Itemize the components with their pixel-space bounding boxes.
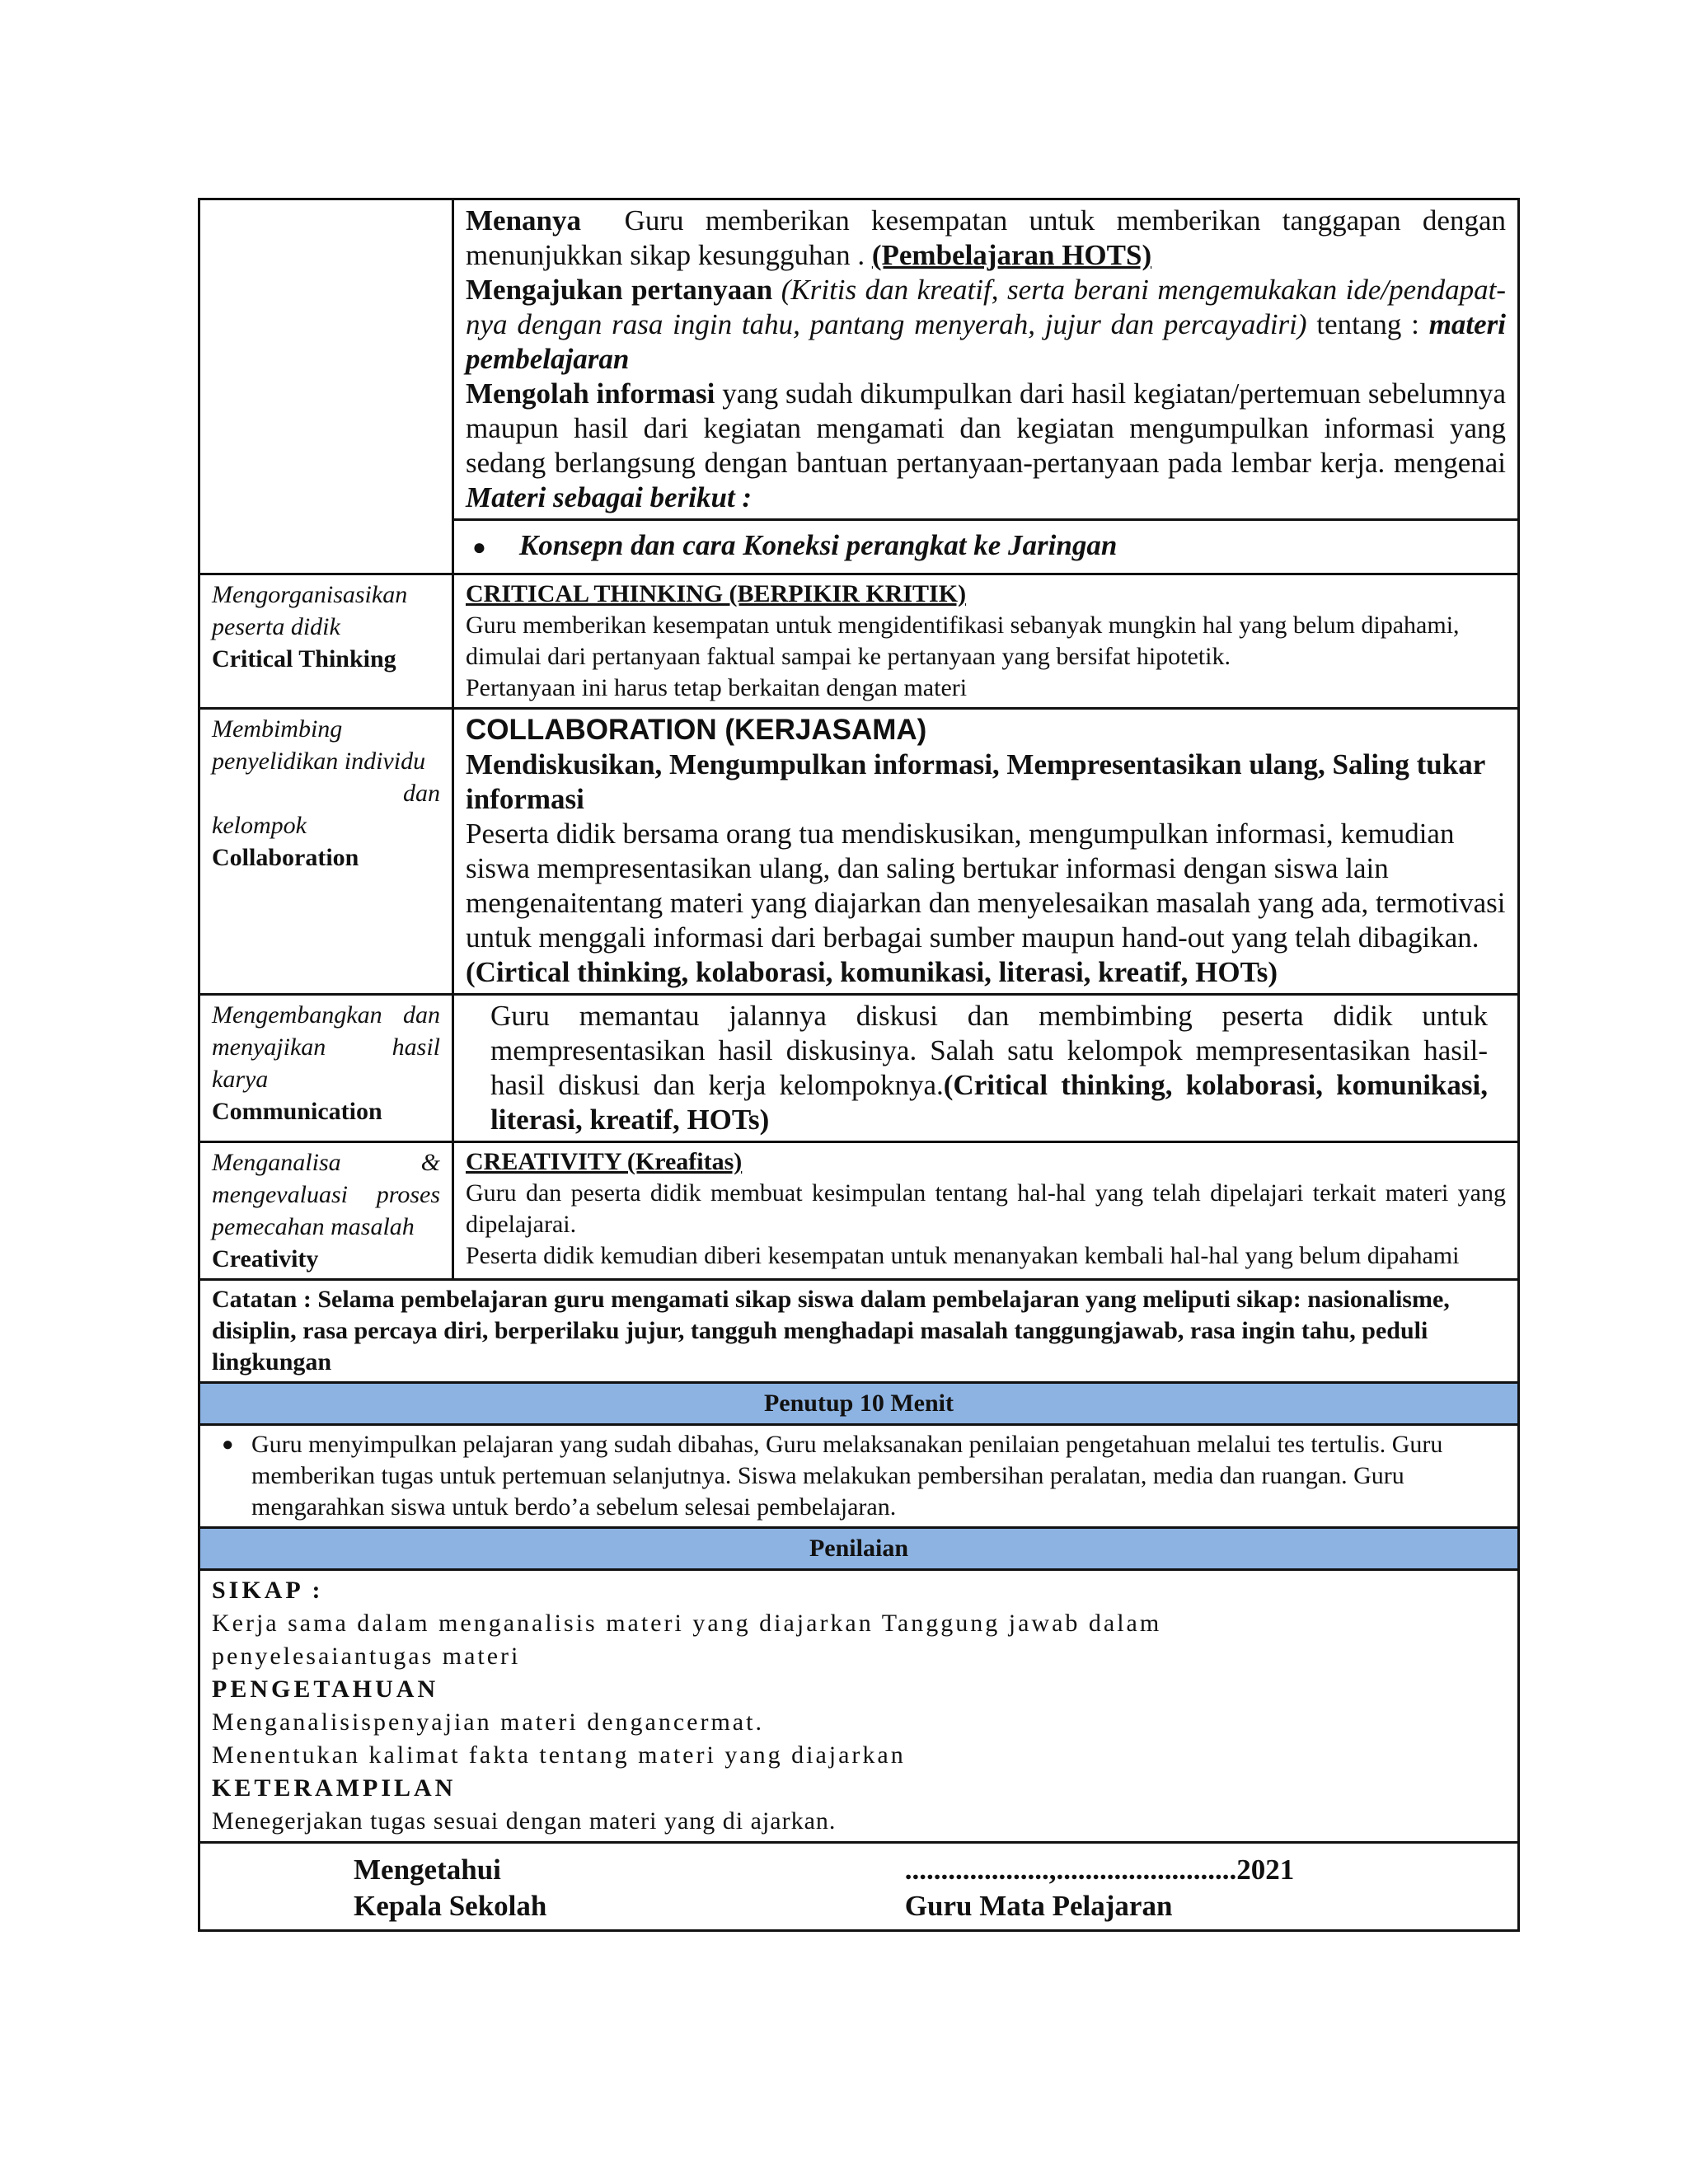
comm-left-cell [199, 995, 453, 1142]
collab-text: Peserta didik bersama orang tua mendiskusikan, mengumpulkan informasi, kemudian siswa mempresentasikan ulang, dan saling bertukar informasi dengan siswa lain mengenaitentang materi yang diajarkan dan menyelesaikan masalah yang ada, termotivasi untuk menggali informasi dari berbagai sumber maupun hand-out yang telah dibagikan. [466, 818, 1506, 954]
collab-left-italic-2: dan [403, 780, 440, 807]
document-page [198, 198, 1520, 1932]
guru-label: Guru Mata Pelajaran [904, 1890, 1173, 1922]
mengetahui-label: Mengetahui [354, 1854, 501, 1886]
row-communication [199, 995, 1519, 1142]
collab-heading: COLLABORATION (KERJASAMA) [466, 714, 927, 746]
collab-subheading: Mendiskusikan, Mengumpulkan informasi, Mempresentasikan ulang, Saling tukar informasi [466, 748, 1485, 815]
bullet-item: Konsepn dan cara Koneksi perangkat ke Jaringan [518, 529, 1118, 561]
critical-left-bold: Critical Thinking [212, 645, 396, 673]
critical-left-cell [199, 574, 453, 709]
bullet-icon: ● [472, 535, 486, 560]
collab-left-italic-3: kelompok [212, 812, 307, 839]
row-penutup-text [199, 1425, 1519, 1528]
creativity-heading: CREATIVITY (Kreafitas) [466, 1148, 743, 1175]
row-catatan [199, 1280, 1519, 1383]
row-signature [199, 1843, 1519, 1931]
critical-text-2: Pertanyaan ini harus tetap berkaitan dengan materi [466, 674, 968, 701]
row-menanya [199, 199, 1519, 520]
menanya-label: Menanya [466, 204, 581, 237]
comm-tags: (Critical thinking, kolaborasi, komunikasi, literasi, kreatif, HOTs) [490, 1069, 1488, 1136]
menanya-text: Guru memberikan kesempatan untuk memberikan tanggapan dengan menunjukkan sikap kesungguhan . [466, 204, 1506, 271]
collab-tags: (Cirtical thinking, kolaborasi, komunikasi, literasi, kreatif, HOTs) [466, 956, 1278, 988]
critical-heading: CRITICAL THINKING (BERPIKIR KRITIK) [466, 580, 967, 607]
sikap-text: Kerja sama dalam menganalisis materi yang diajarkan Tanggung jawab dalam penyelesaiantugas materi [212, 1610, 1162, 1670]
list-item [222, 1429, 1506, 1523]
bullet-icon: ● [222, 1434, 234, 1455]
kepala-sekolah-label: Kepala Sekolah [354, 1890, 547, 1922]
lesson-plan-table [198, 198, 1520, 1932]
comm-left-italic: Mengembangkan dan menyajikan hasil karya [212, 1001, 440, 1093]
penilaian-title: Penilaian [199, 1528, 1519, 1570]
menanya-cell [453, 199, 1519, 520]
catatan-cell [199, 1280, 1519, 1383]
creativity-left-bold: Creativity [212, 1245, 319, 1272]
collab-left-cell [199, 709, 453, 995]
collab-right-cell [453, 709, 1519, 995]
date-placeholder: ....................,.........................2021 [904, 1854, 1295, 1886]
row-penutup-title [199, 1383, 1519, 1425]
creativity-right-cell [453, 1142, 1519, 1280]
penutup-title: Penutup 10 Menit [199, 1383, 1519, 1425]
penilaian-cell [199, 1570, 1519, 1843]
row-collaboration [199, 709, 1519, 995]
materi-berikut: Materi sebagai berikut : [466, 481, 753, 513]
row-critical [199, 574, 1519, 709]
pengetahuan-label: PENGETAHUAN [212, 1675, 439, 1703]
signature-left [354, 1852, 898, 1924]
mengolah-text: yang sudah dikumpulkan dari hasil kegiatan/pertemuan sebelumnya maupun hasil dari kegiatan mengamati dan kegiatan mengumpulkan informasi yang sedang berlangsung dengan bantuan pertanyaan-pertanyaan pada lembar kerja. mengenai [466, 377, 1507, 479]
critical-left-italic: Mengorganisasikan peserta didik [212, 581, 408, 640]
row-penilaian-title [199, 1528, 1519, 1570]
collab-left-bold: Collaboration [212, 844, 359, 871]
mengajukan-label: Mengajukan pertanyaan [466, 274, 773, 306]
creativity-text-1: Guru dan peserta didik membuat kesimpulan tentang hal-hal yang telah dipelajari terkait materi yang dipelajarai. [466, 1179, 1506, 1238]
bullet-cell [453, 520, 1519, 574]
comm-right-cell [453, 995, 1519, 1142]
comm-left-bold: Communication [212, 1098, 382, 1125]
row-penilaian-content [199, 1570, 1519, 1843]
keterampilan-text: Menegerjakan tugas sesuai dengan materi yang di ajarkan. [212, 1807, 837, 1835]
pengetahuan-1: Menganalisispenyajian materi dengancermat. [212, 1708, 764, 1736]
signature-cell [199, 1843, 1519, 1931]
materi-label: materi pembelajaran [466, 308, 1507, 375]
creativity-text-2: Peserta didik kemudian diberi kesempatan untuk menanyakan kembali hal-hal yang belum dipahami [466, 1242, 1460, 1269]
creativity-left-cell [199, 1142, 453, 1280]
hots-tag: (Pembelajaran HOTS) [871, 239, 1152, 271]
mengajukan-italic: (Kritis dan kreatif, serta berani mengemukakan ide/pendapat-nya dengan rasa ingin tahu, pantang menyerah, jujur dan percayadiri) [466, 274, 1506, 340]
comm-text: Guru memantau jalannya diskusi dan membimbing peserta didik untuk mempresentasikan hasil diskusinya. Salah satu kelompok mempresentasikan hasil-hasil diskusi dan kerja kelompoknya. [490, 1000, 1488, 1101]
signature-right [905, 1852, 1334, 1924]
critical-text-1: Guru memberikan kesempatan untuk mengidentifikasi sebanyak mungkin hal yang belum dipahami, dimulai dari pertanyaan faktual sampai ke pertanyaan yang bersifat hipotetik. [466, 612, 1460, 670]
critical-right-cell [453, 574, 1519, 709]
mengolah-label: Mengolah informasi [466, 377, 715, 410]
sikap-label: SIKAP : [212, 1577, 324, 1604]
collab-left-italic-1: Membimbing penyelidikan individu [212, 715, 426, 775]
creativity-left-italic: Menganalisa & mengevaluasi proses pemecahan masalah [212, 1149, 440, 1240]
row-creativity [199, 1142, 1519, 1280]
pengetahuan-2: Menentukan kalimat fakta tentang materi yang diajarkan [212, 1741, 906, 1769]
tentang-label: tentang : [1316, 308, 1419, 340]
catatan-text: Catatan : Selama pembelajaran guru mengamati sikap siswa dalam pembelajaran yang meliputi sikap: nasionalisme, disiplin, rasa percaya diri, berperilaku jujur, tangguh menghadapi masalah tanggungjawab, rasa ingin tahu, peduli lingkungan [212, 1286, 1450, 1376]
penutup-cell [199, 1425, 1519, 1528]
empty-left-cell [199, 199, 453, 574]
penutup-text: Guru menyimpulkan pelajaran yang sudah dibahas, Guru melaksanakan penilaian pengetahuan melalui tes tertulis. Guru memberikan tugas untuk pertemuan selanjutnya. Siswa melakukan pembersihan peralatan, media dan ruangan. Guru mengarahkan siswa untuk berdo’a sebelum selesai pembelajaran. [251, 1431, 1443, 1521]
keterampilan-label: KETERAMPILAN [212, 1774, 457, 1802]
